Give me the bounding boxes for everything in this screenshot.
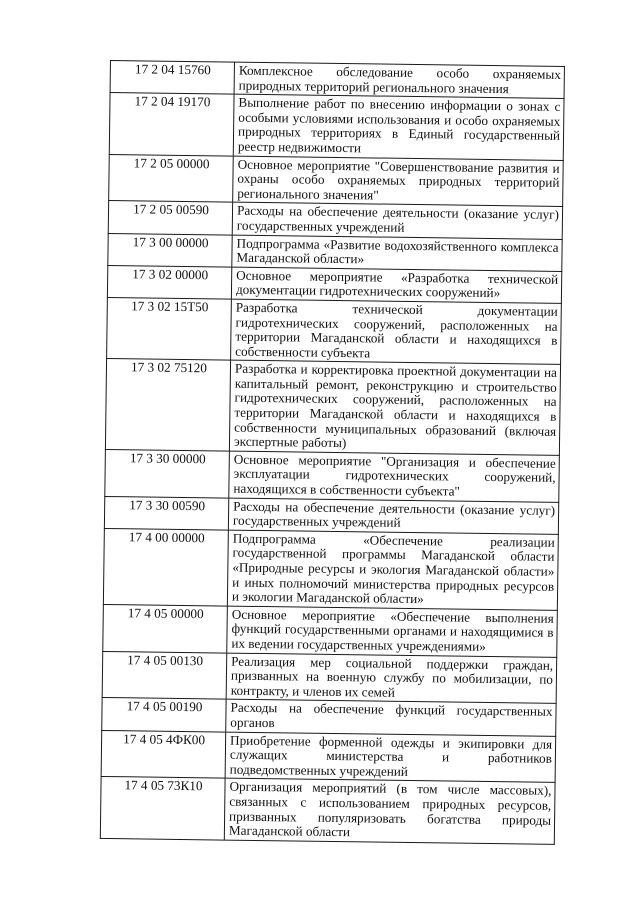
row-code: 17 2 05 00590 — [108, 201, 232, 235]
row-description: Подпрограмма «Обеспечение реализации государственной программы Магаданской области «Природные ресурсы и экология Магаданской области» и иных полномочий министерства природных ресурсов и экологии Магаданской области» — [227, 530, 558, 610]
row-description: Основное мероприятие "Организация и обеспечение эксплуатации гидротехнических сооружений, находящихся в собственности субъекта" — [229, 451, 560, 502]
row-description: Подпрограмма «Развитие водохозяйственного комплекса Магаданской области» — [232, 235, 562, 272]
row-description: Реализация мер социальной поддержки граждан, призванных на военную службу по мобилизации, по контракту, и членов их семей — [226, 653, 557, 704]
table-row — [107, 297, 562, 364]
row-code: 17 3 30 00000 — [105, 449, 230, 497]
row-code: 17 3 30 00590 — [104, 496, 228, 530]
table-row — [103, 604, 558, 657]
row-description: Основное мероприятие "Совершенствование развития и охраны особо охраняемых природных территорий регионального значения" — [233, 156, 564, 207]
table-row — [103, 528, 558, 610]
row-code: 17 4 00 00000 — [103, 528, 228, 606]
table-row — [100, 777, 555, 844]
row-description: Выполнение работ по внесению информации о зонах с особыми условиями использования и особо охраняемых природных территориях в Единый государственный реестр недвижимости — [233, 94, 564, 160]
row-code: 17 4 05 00130 — [102, 651, 227, 699]
row-description: Организация мероприятий (в том числе массовых), связанных с использованием природных ресурсов, призванных популяризовать богатства природы Магаданской области — [224, 778, 555, 844]
table-row — [102, 651, 557, 704]
table-row — [109, 93, 564, 160]
row-code: 17 3 02 00000 — [107, 265, 231, 299]
row-code: 17 3 02 15Т50 — [107, 297, 232, 360]
row-description: Основное мероприятие «Обеспечение выполнения функций государственными органами и находящимися в их ведении государственных учреждениями» — [227, 606, 558, 657]
table-row — [105, 359, 560, 455]
row-description: Разработка технической документации гидротехнических сооружений, расположенных на территории Магаданской области и находящихся в собственности субъекта — [231, 299, 562, 365]
row-description: Расходы на обеспечение деятельности (оказание услуг) государственных учреждений — [228, 498, 558, 535]
table-row — [105, 449, 560, 502]
row-description: Разработка и корректировка проектной документации на капитальный ремонт, реконструкцию и строительство гидротехнических сооружений, расположенных на территории Магаданской области и находящихся в собственности муниципальных образований (включая экспертные работы) — [229, 360, 560, 455]
row-code: 17 3 00 00000 — [108, 233, 232, 267]
row-code: 17 2 05 00000 — [109, 154, 234, 202]
table-row — [101, 730, 556, 783]
row-code: 17 4 05 4ФК00 — [101, 730, 226, 778]
row-description: Расходы на обеспечение деятельности (оказание услуг) государственных учреждений — [232, 202, 562, 239]
table-body — [100, 61, 564, 845]
row-description: Комплексное обследование особо охраняемых природных территорий регионального значения — [234, 62, 564, 99]
row-description: Расходы на обеспечение функций государственных органов — [226, 699, 556, 736]
budget-codes-table — [100, 60, 565, 845]
row-code: 17 4 05 00190 — [102, 698, 226, 732]
row-code: 17 4 05 73К10 — [100, 777, 225, 840]
row-code: 17 2 04 19170 — [109, 93, 234, 156]
row-description: Основное мероприятие «Разработка технической документации гидротехнических сооружений» — [231, 267, 561, 304]
row-code: 17 4 05 00000 — [103, 604, 228, 652]
row-code: 17 2 04 15760 — [110, 61, 234, 95]
row-description: Приобретение форменной одежды и экипировки для служащих министерства и работников подведомственных учреждений — [225, 732, 556, 783]
table-row — [109, 154, 564, 207]
row-code: 17 3 02 75120 — [105, 359, 230, 451]
